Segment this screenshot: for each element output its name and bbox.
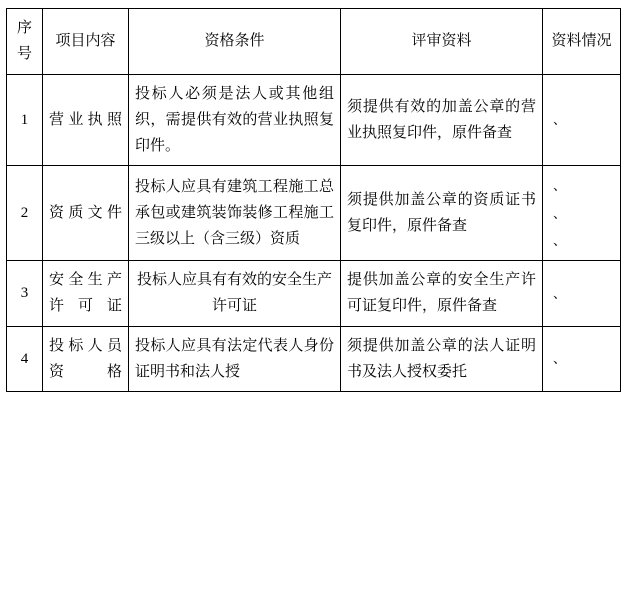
row-seq: 1	[7, 74, 43, 166]
row-review: 提供加盖公章的安全生产许可证复印件，原件备查	[341, 261, 543, 327]
row-seq: 2	[7, 166, 43, 261]
state-mark: 、	[553, 205, 567, 221]
row-item: 资质文件	[43, 166, 129, 261]
state-mark: 、	[553, 178, 567, 194]
row-item: 营业执照	[43, 74, 129, 166]
row-state	[543, 74, 621, 166]
qualification-review-table	[6, 8, 621, 392]
header-condition: 资格条件	[129, 9, 341, 75]
header-item: 项目内容	[43, 9, 129, 75]
row-condition: 投标人应具有有效的安全生产许可证	[129, 261, 341, 327]
row-seq: 4	[7, 326, 43, 392]
row-state	[543, 166, 621, 261]
row-state	[543, 326, 621, 392]
table-row	[7, 166, 621, 261]
header-review: 评审资料	[341, 9, 543, 75]
row-condition: 投标人必须是法人或其他组织，需提供有效的营业执照复印件。	[129, 74, 341, 166]
header-seq: 序号	[7, 9, 43, 75]
row-review: 须提供加盖公章的资质证书复印件，原件备查	[341, 166, 543, 261]
state-mark: 、	[553, 351, 567, 367]
header-state: 资料情况	[543, 9, 621, 75]
table-row	[7, 261, 621, 327]
table-header-row	[7, 9, 621, 75]
row-seq: 3	[7, 261, 43, 327]
row-state	[543, 261, 621, 327]
state-mark: 、	[553, 285, 567, 301]
state-mark: 、	[553, 112, 567, 128]
state-mark: 、	[553, 232, 567, 248]
row-review: 须提供加盖公章的法人证明书及法人授权委托	[341, 326, 543, 392]
row-item: 投标人员资格	[43, 326, 129, 392]
table-row	[7, 74, 621, 166]
row-condition: 投标人应具有建筑工程施工总承包或建筑装饰装修工程施工三级以上（含三级）资质	[129, 166, 341, 261]
row-review: 须提供有效的加盖公章的营业执照复印件，原件备查	[341, 74, 543, 166]
table-row	[7, 326, 621, 392]
row-condition: 投标人应具有法定代表人身份证明书和法人授	[129, 326, 341, 392]
row-item: 安全生产许可证	[43, 261, 129, 327]
